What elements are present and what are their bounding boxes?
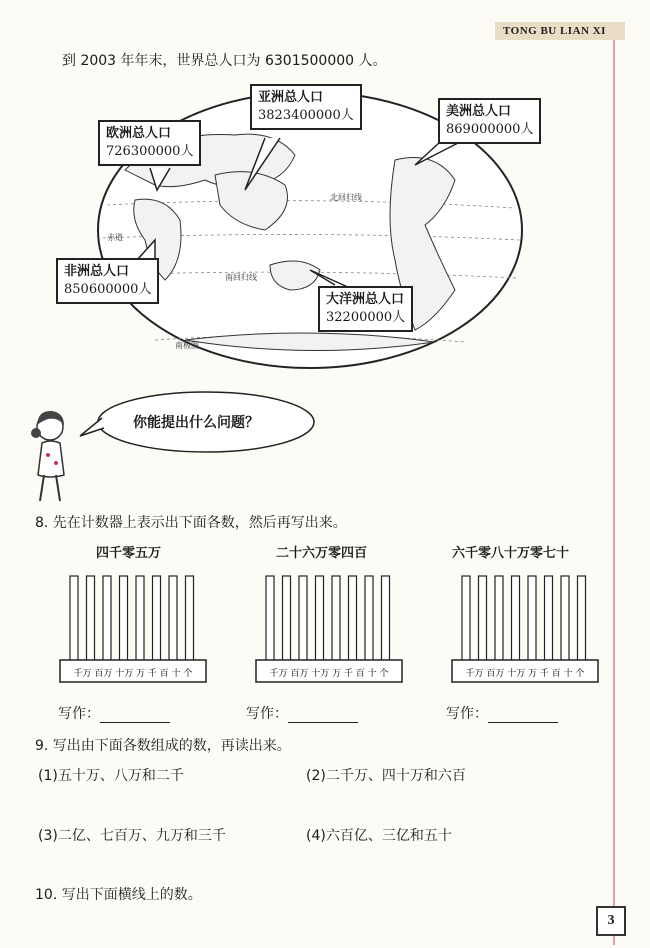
callout-title: 非洲总人口 <box>64 264 130 279</box>
answer-line <box>488 708 558 723</box>
europe-callout <box>98 120 201 166</box>
antarctic-circle-label: 南极圈 <box>175 341 199 350</box>
abacus-rod[interactable] <box>136 576 144 662</box>
margin-line <box>613 40 615 945</box>
q10-text: 10. 写出下面横线上的数。 <box>35 887 202 903</box>
place-value-labels: 千万 百万 十万 万 千 百 十 个 <box>269 669 389 679</box>
abacus-rod[interactable] <box>578 576 586 662</box>
abacus-frame <box>58 568 208 686</box>
abacus-rod[interactable] <box>316 576 324 662</box>
series-title: TONG BU LIAN XI <box>503 25 606 37</box>
abacus-rod[interactable] <box>70 576 78 662</box>
callout-title: 亚洲总人口 <box>258 90 324 105</box>
write-answer-2[interactable] <box>246 703 358 723</box>
place-value-labels: 千万 百万 十万 万 千 百 十 个 <box>73 669 193 679</box>
abacus-rod[interactable] <box>545 576 553 662</box>
q9-item-4: (4)六百亿、三亿和五十 <box>306 828 452 844</box>
callout-value: 869000000人 <box>446 122 534 137</box>
abacus-rod[interactable] <box>153 576 161 662</box>
america-callout <box>438 98 541 144</box>
abacus-3[interactable] <box>450 568 600 686</box>
abacus-rod[interactable] <box>495 576 503 662</box>
q8-text: 8. 先在计数器上表示出下面各数，然后再写出来。 <box>35 515 347 531</box>
intro-text: 到 2003 年年末，世界总人口为 6301500000 人。 <box>62 53 387 69</box>
abacus-rod[interactable] <box>382 576 390 662</box>
callout-value: 3823400000人 <box>258 108 354 123</box>
abacus-2[interactable] <box>254 568 404 686</box>
abacus-rod[interactable] <box>479 576 487 662</box>
abacus-frame <box>450 568 600 686</box>
callout-title: 欧洲总人口 <box>106 126 172 141</box>
abacus-title-1: 四千零五万 <box>96 546 162 561</box>
asia-callout <box>250 84 362 130</box>
abacus-1[interactable] <box>58 568 208 686</box>
callout-value: 32200000人 <box>326 310 406 325</box>
answer-line <box>288 708 358 723</box>
write-label: 写作： <box>58 706 100 722</box>
north-tropic-label: 北回归线 <box>330 193 362 202</box>
callout-title: 美洲总人口 <box>446 104 512 119</box>
girl-illustration <box>28 405 78 505</box>
abacus-rod[interactable] <box>528 576 536 662</box>
abacus-rod[interactable] <box>365 576 373 662</box>
south-tropic-label: 南回归线 <box>225 273 257 282</box>
abacus-rod[interactable] <box>349 576 357 662</box>
abacus-rod[interactable] <box>186 576 194 662</box>
write-answer-3[interactable] <box>446 703 558 723</box>
write-label: 写作： <box>446 706 488 722</box>
q9-item-2: (2)二千万、四十万和六百 <box>306 768 466 784</box>
answer-line <box>100 708 170 723</box>
write-label: 写作： <box>246 706 288 722</box>
oceania-callout <box>318 286 413 332</box>
callout-value: 726300000人 <box>106 144 194 159</box>
abacus-rod[interactable] <box>266 576 274 662</box>
callout-title: 大洋洲总人口 <box>326 292 405 307</box>
page-number: 3 <box>596 906 626 936</box>
equator-label: 赤道 <box>107 233 123 242</box>
abacus-rod[interactable] <box>283 576 291 662</box>
abacus-rod[interactable] <box>462 576 470 662</box>
abacus-rod[interactable] <box>299 576 307 662</box>
write-answer-1[interactable] <box>58 703 170 723</box>
place-value-labels: 千万 百万 十万 万 千 百 十 个 <box>465 669 585 679</box>
q9-item-1: (1)五十万、八万和二千 <box>38 768 184 784</box>
abacus-frame <box>254 568 404 686</box>
abacus-title-3: 六千零八十万零七十 <box>452 546 570 561</box>
abacus-rod[interactable] <box>87 576 95 662</box>
abacus-rod[interactable] <box>561 576 569 662</box>
bubble-question: 你能提出什么问题？ <box>133 415 259 431</box>
abacus-rod[interactable] <box>103 576 111 662</box>
abacus-rod[interactable] <box>512 576 520 662</box>
callout-value: 850600000人 <box>64 282 152 297</box>
africa-callout <box>56 258 159 304</box>
abacus-rod[interactable] <box>120 576 128 662</box>
abacus-rod[interactable] <box>332 576 340 662</box>
q9-text: 9. 写出由下面各数组成的数，再读出来。 <box>35 738 291 754</box>
abacus-rod[interactable] <box>169 576 177 662</box>
q9-item-3: (3)二亿、七百万、九万和三千 <box>38 828 226 844</box>
abacus-title-2: 二十六万零四百 <box>276 546 368 561</box>
